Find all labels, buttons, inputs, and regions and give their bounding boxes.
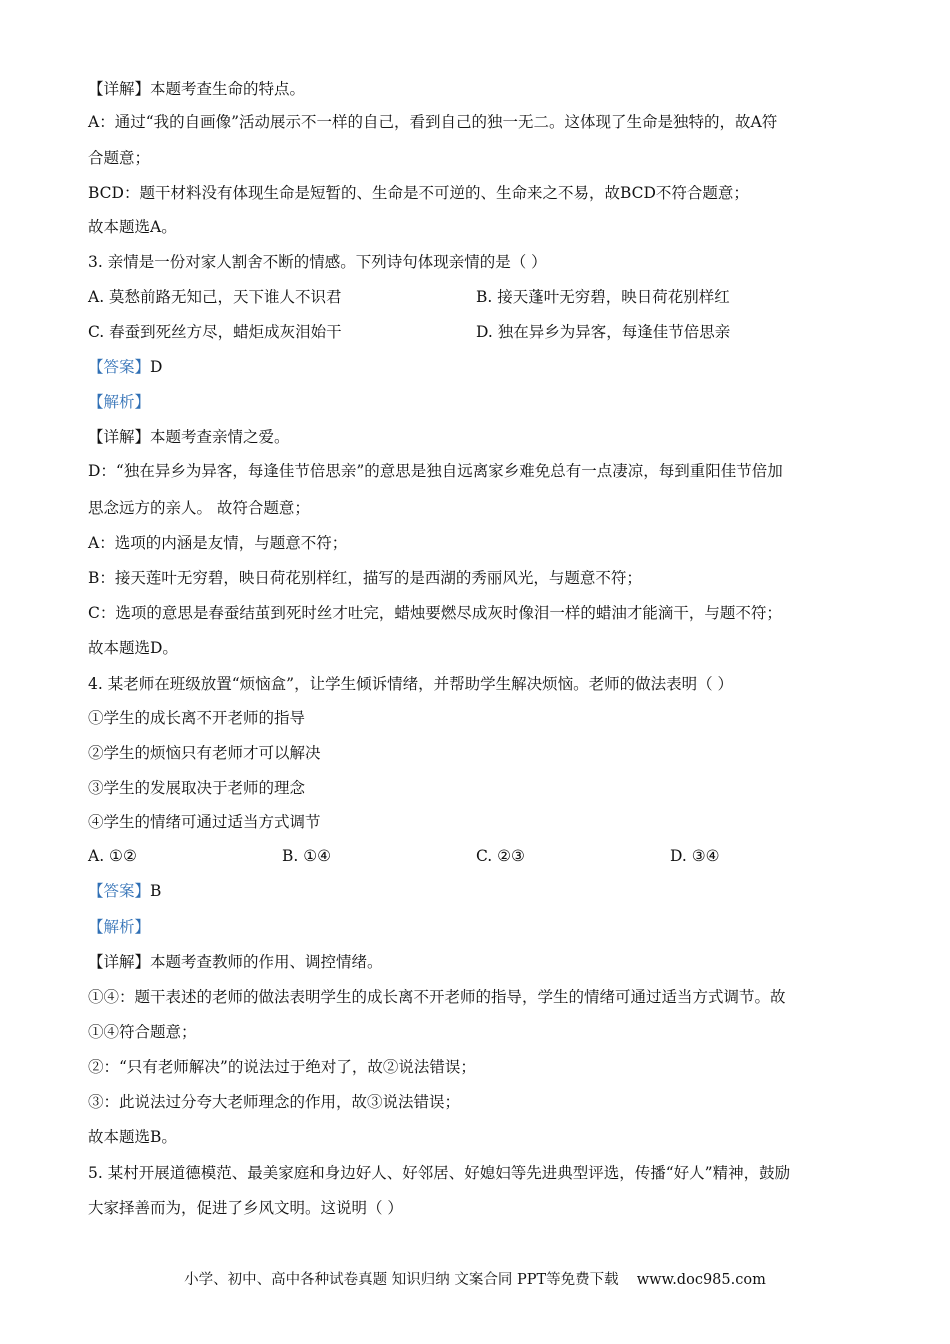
answer-label: 【答案】 <box>88 358 151 376</box>
q4-e3: ③：此说法过分夸大老师理念的作用，故③说法错误； <box>88 1093 461 1111</box>
q4-option-d: D. ③④ <box>670 847 720 865</box>
q3-d-line2: 思念远方的亲人。 故符合题意； <box>88 499 310 517</box>
p1-a-line1: A：通过“我的自画像”活动展示不一样的自己，看到自己的独一无二。这体现了生命是独特的，故A符 <box>88 113 778 131</box>
p1-bcd: BCD：题干材料没有体现生命是短暂的、生命是不可逆的、生命来之不易，故BCD不符合题意； <box>88 184 749 202</box>
q3-b: B：接天莲叶无穷碧，映日荷花别样红，描写的是西湖的秀丽风光，与题意不符； <box>88 569 642 587</box>
q4-item-4: ④学生的情绪可通过适当方式调节 <box>88 813 321 831</box>
detail-label: 【详解】 <box>88 80 151 98</box>
q4-e14-line1: ①④：题干表述的老师的做法表明学生的成长离不开老师的指导，学生的情绪可通过适当方式调节。故 <box>88 988 786 1006</box>
q3-d-line1: D：“独在异乡为异客，每逢佳节倍思亲”的意思是独自远离家乡难免总有一点凄凉，每到重阳佳节倍加 <box>88 462 783 480</box>
q4-item-1: ①学生的成长离不开老师的指导 <box>88 709 306 727</box>
q3-analysis-label: 【解析】 <box>88 393 151 411</box>
q4-e14-line2: ①④符合题意； <box>88 1023 197 1041</box>
p1-conclusion: 故本题选A。 <box>88 218 177 236</box>
q4-e2: ②：“只有老师解决”的说法过于绝对了，故②说法错误； <box>88 1058 476 1076</box>
q3-c: C：选项的意思是春蚕结茧到死时丝才吐完，蜡烛要燃尽成灰时像泪一样的蜡油才能滴干，与题不符； <box>88 604 782 622</box>
q3-answer <box>88 356 868 378</box>
q3-option-d: D. 独在异乡为异客，每逢佳节倍思亲 <box>476 323 731 341</box>
q4-item-3: ③学生的发展取决于老师的理念 <box>88 779 306 797</box>
detail-label: 【详解】 <box>88 428 151 446</box>
detail-label: 【详解】 <box>88 953 151 971</box>
p1-detail: 【详解】本题考查生命的特点。 <box>88 80 306 98</box>
q4-option-a: A. ①② <box>88 847 137 865</box>
q4-answer <box>88 880 868 902</box>
p1-a-line2: 合题意； <box>88 149 151 167</box>
answer-label: 【答案】 <box>88 882 151 900</box>
q5-stem-line1: 5. 某村开展道德模范、最美家庭和身边好人、好邻居、好媳妇等先进典型评选，传播“好人”精神，鼓励 <box>88 1164 791 1182</box>
page-footer <box>0 1268 950 1289</box>
q3-option-c: C. 春蚕到死丝方尽，蜡炬成灰泪始干 <box>88 323 342 341</box>
q4-stem: 4. 某老师在班级放置“烦恼盒”，让学生倾诉情绪，并帮助学生解决烦恼。老师的做法表明（ ） <box>88 675 733 693</box>
answer-value: D <box>150 358 163 376</box>
q4-conclusion: 故本题选B。 <box>88 1128 177 1146</box>
q4-item-2: ②学生的烦恼只有老师才可以解决 <box>88 744 321 762</box>
q3-conclusion: 故本题选D。 <box>88 639 178 657</box>
answer-value: B <box>150 882 162 900</box>
footer-text: 小学、初中、高中各种试卷真题 知识归纳 文案合同 PPT等免费下载 <box>184 1272 619 1288</box>
q4-option-c: C. ②③ <box>476 847 525 865</box>
q3-stem: 3. 亲情是一份对家人割舍不断的情感。下列诗句体现亲情的是（ ） <box>88 253 547 271</box>
q4-option-b: B. ①④ <box>282 847 332 865</box>
q3-option-a: A. 莫愁前路无知己，天下谁人不识君 <box>88 288 342 306</box>
q3-detail: 【详解】本题考查亲情之爱。 <box>88 428 290 446</box>
q3-a: A：选项的内涵是友情，与题意不符； <box>88 534 348 552</box>
q3-option-b: B. 接天蓬叶无穷碧，映日荷花别样红 <box>476 288 730 306</box>
q4-detail: 【详解】本题考查教师的作用、调控情绪。 <box>88 953 383 971</box>
footer-site-link[interactable]: www.doc985.com <box>636 1272 766 1288</box>
q5-stem-line2: 大家择善而为，促进了乡风文明。这说明（ ） <box>88 1199 403 1217</box>
q4-analysis-label: 【解析】 <box>88 918 151 936</box>
